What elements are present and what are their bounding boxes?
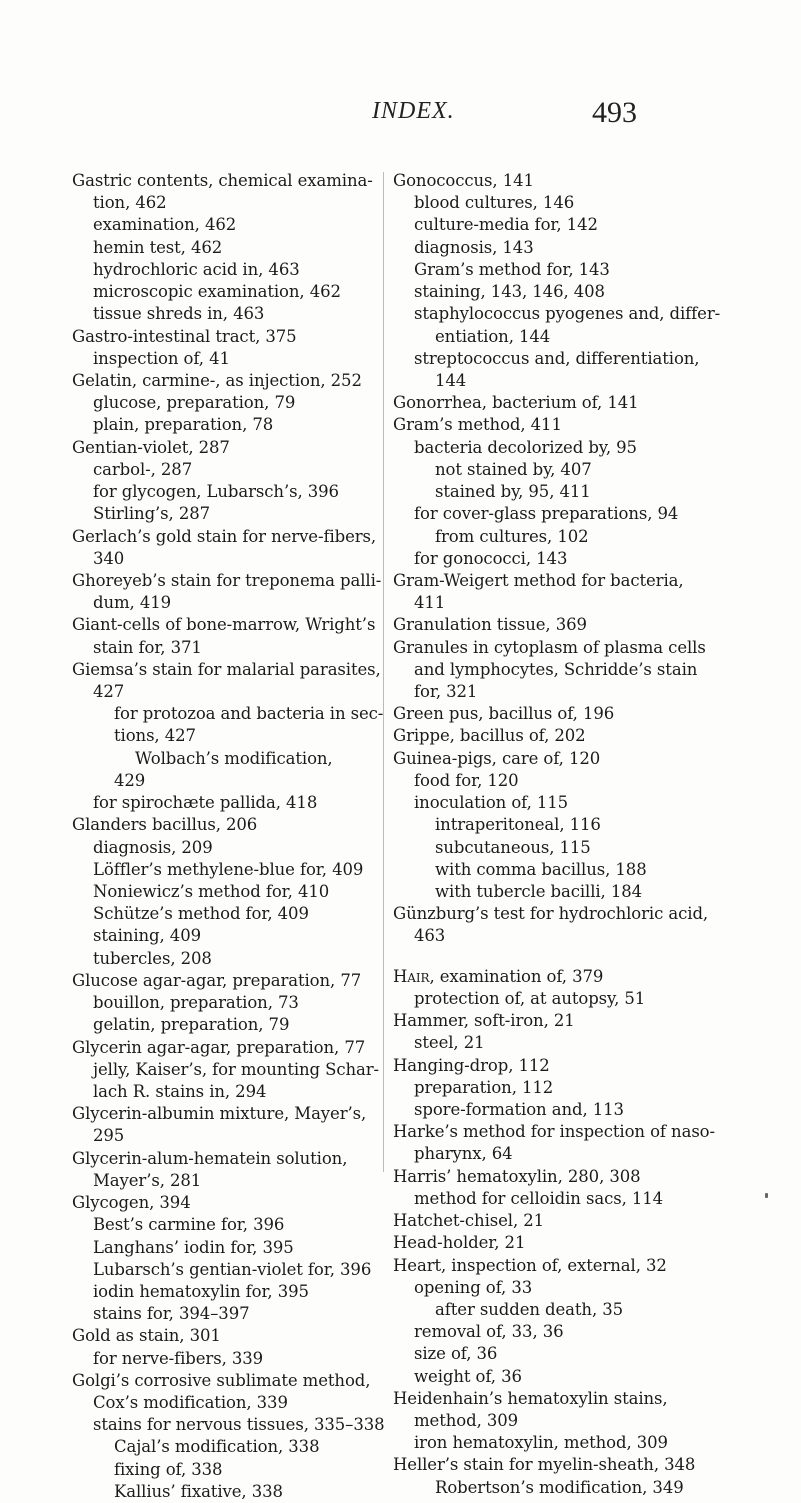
- index-entry: Ghoreyeb’s stain for treponema palli-: [72, 570, 382, 590]
- index-subentry: pharynx, 64: [414, 1144, 513, 1164]
- index-subentry: fixing of, 338: [114, 1459, 223, 1479]
- index-subentry: Wolbach’s modification,: [135, 748, 333, 768]
- page-header: [0, 96, 801, 156]
- index-entry: Gonococcus, 141: [393, 171, 534, 190]
- section-initial-word: Hair: [393, 966, 430, 986]
- index-subentry: weight of, 36: [414, 1366, 522, 1386]
- index-subentry: iron hematoxylin, method, 309: [414, 1433, 668, 1453]
- index-subentry: stains for, 394–397: [93, 1304, 250, 1324]
- index-entry: Gonorrhea, bacterium of, 141: [393, 393, 639, 413]
- index-subentry: from cultures, 102: [435, 526, 589, 546]
- index-subentry: bacteria decolorized by, 95: [414, 437, 637, 457]
- index-entry: Gentian-violet, 287: [72, 437, 230, 457]
- index-subentry: spore-formation and, 113: [414, 1099, 624, 1119]
- index-entry: Heart, inspection of, external, 32: [393, 1255, 667, 1275]
- index-subentry: and lymphocytes, Schridde’s stain: [414, 659, 698, 679]
- index-entry: Glanders bacillus, 206: [72, 815, 258, 835]
- index-entry: Heidenhain’s hematoxylin stains,: [393, 1388, 668, 1408]
- index-subentry: blood cultures, 146: [414, 193, 575, 213]
- page-number: 493: [592, 96, 637, 129]
- running-title: INDEX.: [372, 98, 455, 124]
- index-subentry: inspection of, 41: [93, 348, 230, 368]
- index-subentry: after sudden death, 35: [435, 1299, 624, 1319]
- index-subentry: entiation, 144: [435, 326, 551, 346]
- index-subentry: Robertson’s modification, 349: [435, 1477, 684, 1497]
- index-column-right: [393, 170, 721, 1499]
- index-subentry: gelatin, preparation, 79: [93, 1015, 290, 1035]
- index-subentry: Mayer’s, 281: [93, 1170, 202, 1190]
- index-subentry: Schütze’s method for, 409: [93, 904, 309, 924]
- index-subentry: streptococcus and, differentiation,: [414, 348, 700, 368]
- index-subentry: 340: [93, 548, 125, 568]
- index-subentry: food for, 120: [414, 770, 519, 790]
- index-subentry: plain, preparation, 78: [93, 415, 274, 435]
- index-subentry: for protozoa and bacteria in sec-: [114, 704, 384, 724]
- index-entry: Glycerin-alum-hematein solution,: [72, 1148, 348, 1168]
- index-entry: Glycerin-albumin mixture, Mayer’s,: [72, 1104, 367, 1124]
- index-subentry: staining, 143, 146, 408: [414, 282, 605, 302]
- index-subentry: preparation, 112: [414, 1077, 554, 1097]
- index-entry: Grippe, bacillus of, 202: [393, 726, 586, 746]
- index-subentry: 427: [93, 682, 125, 702]
- index-subentry: tion, 462: [93, 193, 167, 213]
- index-subentry: tissue shreds in, 463: [93, 304, 265, 324]
- index-entry: Harris’ hematoxylin, 280, 308: [393, 1166, 641, 1186]
- index-entry: Harke’s method for inspection of naso-: [393, 1122, 715, 1142]
- index-subentry: Cajal’s modification, 338: [114, 1437, 320, 1457]
- index-subentry: diagnosis, 143: [414, 237, 534, 257]
- index-entry: Gelatin, carmine-, as injection, 252: [72, 370, 362, 390]
- index-entry: Hammer, soft-iron, 21: [393, 1011, 575, 1031]
- index-subentry: glucose, preparation, 79: [93, 393, 296, 413]
- index-subentry: inoculation of, 115: [414, 793, 569, 813]
- index-entry: Glycogen, 394: [72, 1193, 191, 1213]
- index-subentry: size of, 36: [414, 1344, 498, 1364]
- index-subentry: removal of, 33, 36: [414, 1322, 564, 1342]
- index-entry: Glucose agar-agar, preparation, 77: [72, 970, 362, 990]
- index-entry: Hair, examination of, 379: [393, 966, 604, 986]
- index-subentry: staining, 409: [93, 926, 201, 946]
- index-subentry: for, 321: [414, 682, 478, 702]
- index-entry: Hatchet-chisel, 21: [393, 1211, 545, 1231]
- column-divider: [383, 172, 384, 1172]
- index-entry: Heller’s stain for myelin-sheath, 348: [393, 1455, 696, 1475]
- index-subentry: stains for nervous tissues, 335–338: [93, 1415, 385, 1435]
- index-entry: Günzburg’s test for hydrochloric acid,: [393, 904, 709, 924]
- index-subentry: carbol-, 287: [93, 459, 193, 479]
- index-subentry: stain for, 371: [93, 637, 202, 657]
- index-subentry: hydrochloric acid in, 463: [93, 259, 300, 279]
- index-subentry: lach R. stains in, 294: [93, 1081, 267, 1101]
- section-gap: [393, 948, 699, 966]
- index-subentry: intraperitoneal, 116: [435, 815, 601, 835]
- index-entry: Glycerin agar-agar, preparation, 77: [72, 1037, 366, 1057]
- index-subentry: 144: [435, 370, 467, 390]
- index-subentry: 295: [93, 1126, 125, 1146]
- index-subentry: method, 309: [414, 1411, 519, 1431]
- index-entry: Giant-cells of bone-marrow, Wright’s: [72, 615, 376, 635]
- index-entry: Gram-Weigert method for bacteria,: [393, 570, 684, 590]
- index-subentry: bouillon, preparation, 73: [93, 993, 299, 1013]
- index-subentry: dum, 419: [93, 593, 172, 613]
- index-entry: Golgi’s corrosive sublimate method,: [72, 1370, 371, 1390]
- index-subentry: Langhans’ iodin for, 395: [93, 1237, 294, 1257]
- index-subentry: for nerve-fibers, 339: [93, 1348, 264, 1368]
- index-entry: Granulation tissue, 369: [393, 615, 587, 635]
- index-subentry: Best’s carmine for, 396: [93, 1215, 285, 1235]
- index-subentry: for cover-glass preparations, 94: [414, 504, 679, 524]
- index-subentry: protection of, at autopsy, 51: [414, 988, 646, 1008]
- print-speck: [765, 1193, 768, 1198]
- index-subentry: for gonococci, 143: [414, 548, 568, 568]
- index-entry: Green pus, bacillus of, 196: [393, 704, 615, 724]
- index-entry: Gerlach’s gold stain for nerve-fibers,: [72, 526, 377, 546]
- index-subentry: 429: [114, 770, 146, 790]
- index-entry: Gold as stain, 301: [72, 1326, 221, 1346]
- index-entry: Head-holder, 21: [393, 1233, 526, 1253]
- index-subentry: staphylococcus pyogenes and, differ-: [414, 304, 721, 324]
- index-subentry: Noniewicz’s method for, 410: [93, 882, 330, 901]
- index-subentry: tions, 427: [114, 726, 196, 746]
- index-column-left: [72, 170, 385, 1503]
- index-subentry: with tubercle bacilli, 184: [435, 882, 643, 901]
- index-subentry: tubercles, 208: [93, 948, 212, 968]
- index-subentry: Gram’s method for, 143: [414, 259, 610, 279]
- index-entry: Hanging-drop, 112: [393, 1055, 550, 1075]
- index-subentry: jelly, Kaiser’s, for mounting Schar-: [93, 1059, 380, 1079]
- index-subentry: examination, 462: [93, 215, 237, 235]
- index-subentry: 463: [414, 926, 446, 946]
- index-subentry: diagnosis, 209: [93, 837, 213, 857]
- index-subentry: iodin hematoxylin for, 395: [93, 1281, 309, 1301]
- index-subentry: with comma bacillus, 188: [435, 859, 647, 879]
- index-entry: Guinea-pigs, care of, 120: [393, 748, 601, 768]
- index-entry: Gastric contents, chemical examina-: [72, 171, 373, 190]
- index-entry: Granules in cytoplasm of plasma cells: [393, 637, 706, 657]
- index-subentry: not stained by, 407: [435, 459, 592, 479]
- index-subentry: steel, 21: [414, 1033, 485, 1053]
- index-subentry: 411: [414, 593, 446, 613]
- index-subentry: microscopic examination, 462: [93, 282, 341, 302]
- index-subentry: culture-media for, 142: [414, 215, 598, 235]
- index-entry: Gastro-intestinal tract, 375: [72, 326, 297, 346]
- index-subentry: for spirochæte pallida, 418: [93, 793, 318, 813]
- index-entry: Giemsa’s stain for malarial parasites,: [72, 659, 381, 679]
- index-subentry: subcutaneous, 115: [435, 837, 591, 857]
- index-subentry: opening of, 33: [414, 1277, 533, 1297]
- index-subentry: method for celloidin sacs, 114: [414, 1188, 664, 1208]
- index-subentry: stained by, 95, 411: [435, 482, 591, 502]
- index-subentry: Lubarsch’s gentian-violet for, 396: [93, 1259, 372, 1279]
- index-subentry: for glycogen, Lubarsch’s, 396: [93, 482, 339, 502]
- index-subentry: Löffler’s methylene-blue for, 409: [93, 859, 364, 879]
- index-entry: Gram’s method, 411: [393, 415, 562, 435]
- index-subentry: Stirling’s, 287: [93, 504, 211, 524]
- index-subentry: Cox’s modification, 339: [93, 1393, 288, 1413]
- index-subentry: Kallius’ fixative, 338: [114, 1481, 283, 1501]
- index-subentry: hemin test, 462: [93, 237, 223, 257]
